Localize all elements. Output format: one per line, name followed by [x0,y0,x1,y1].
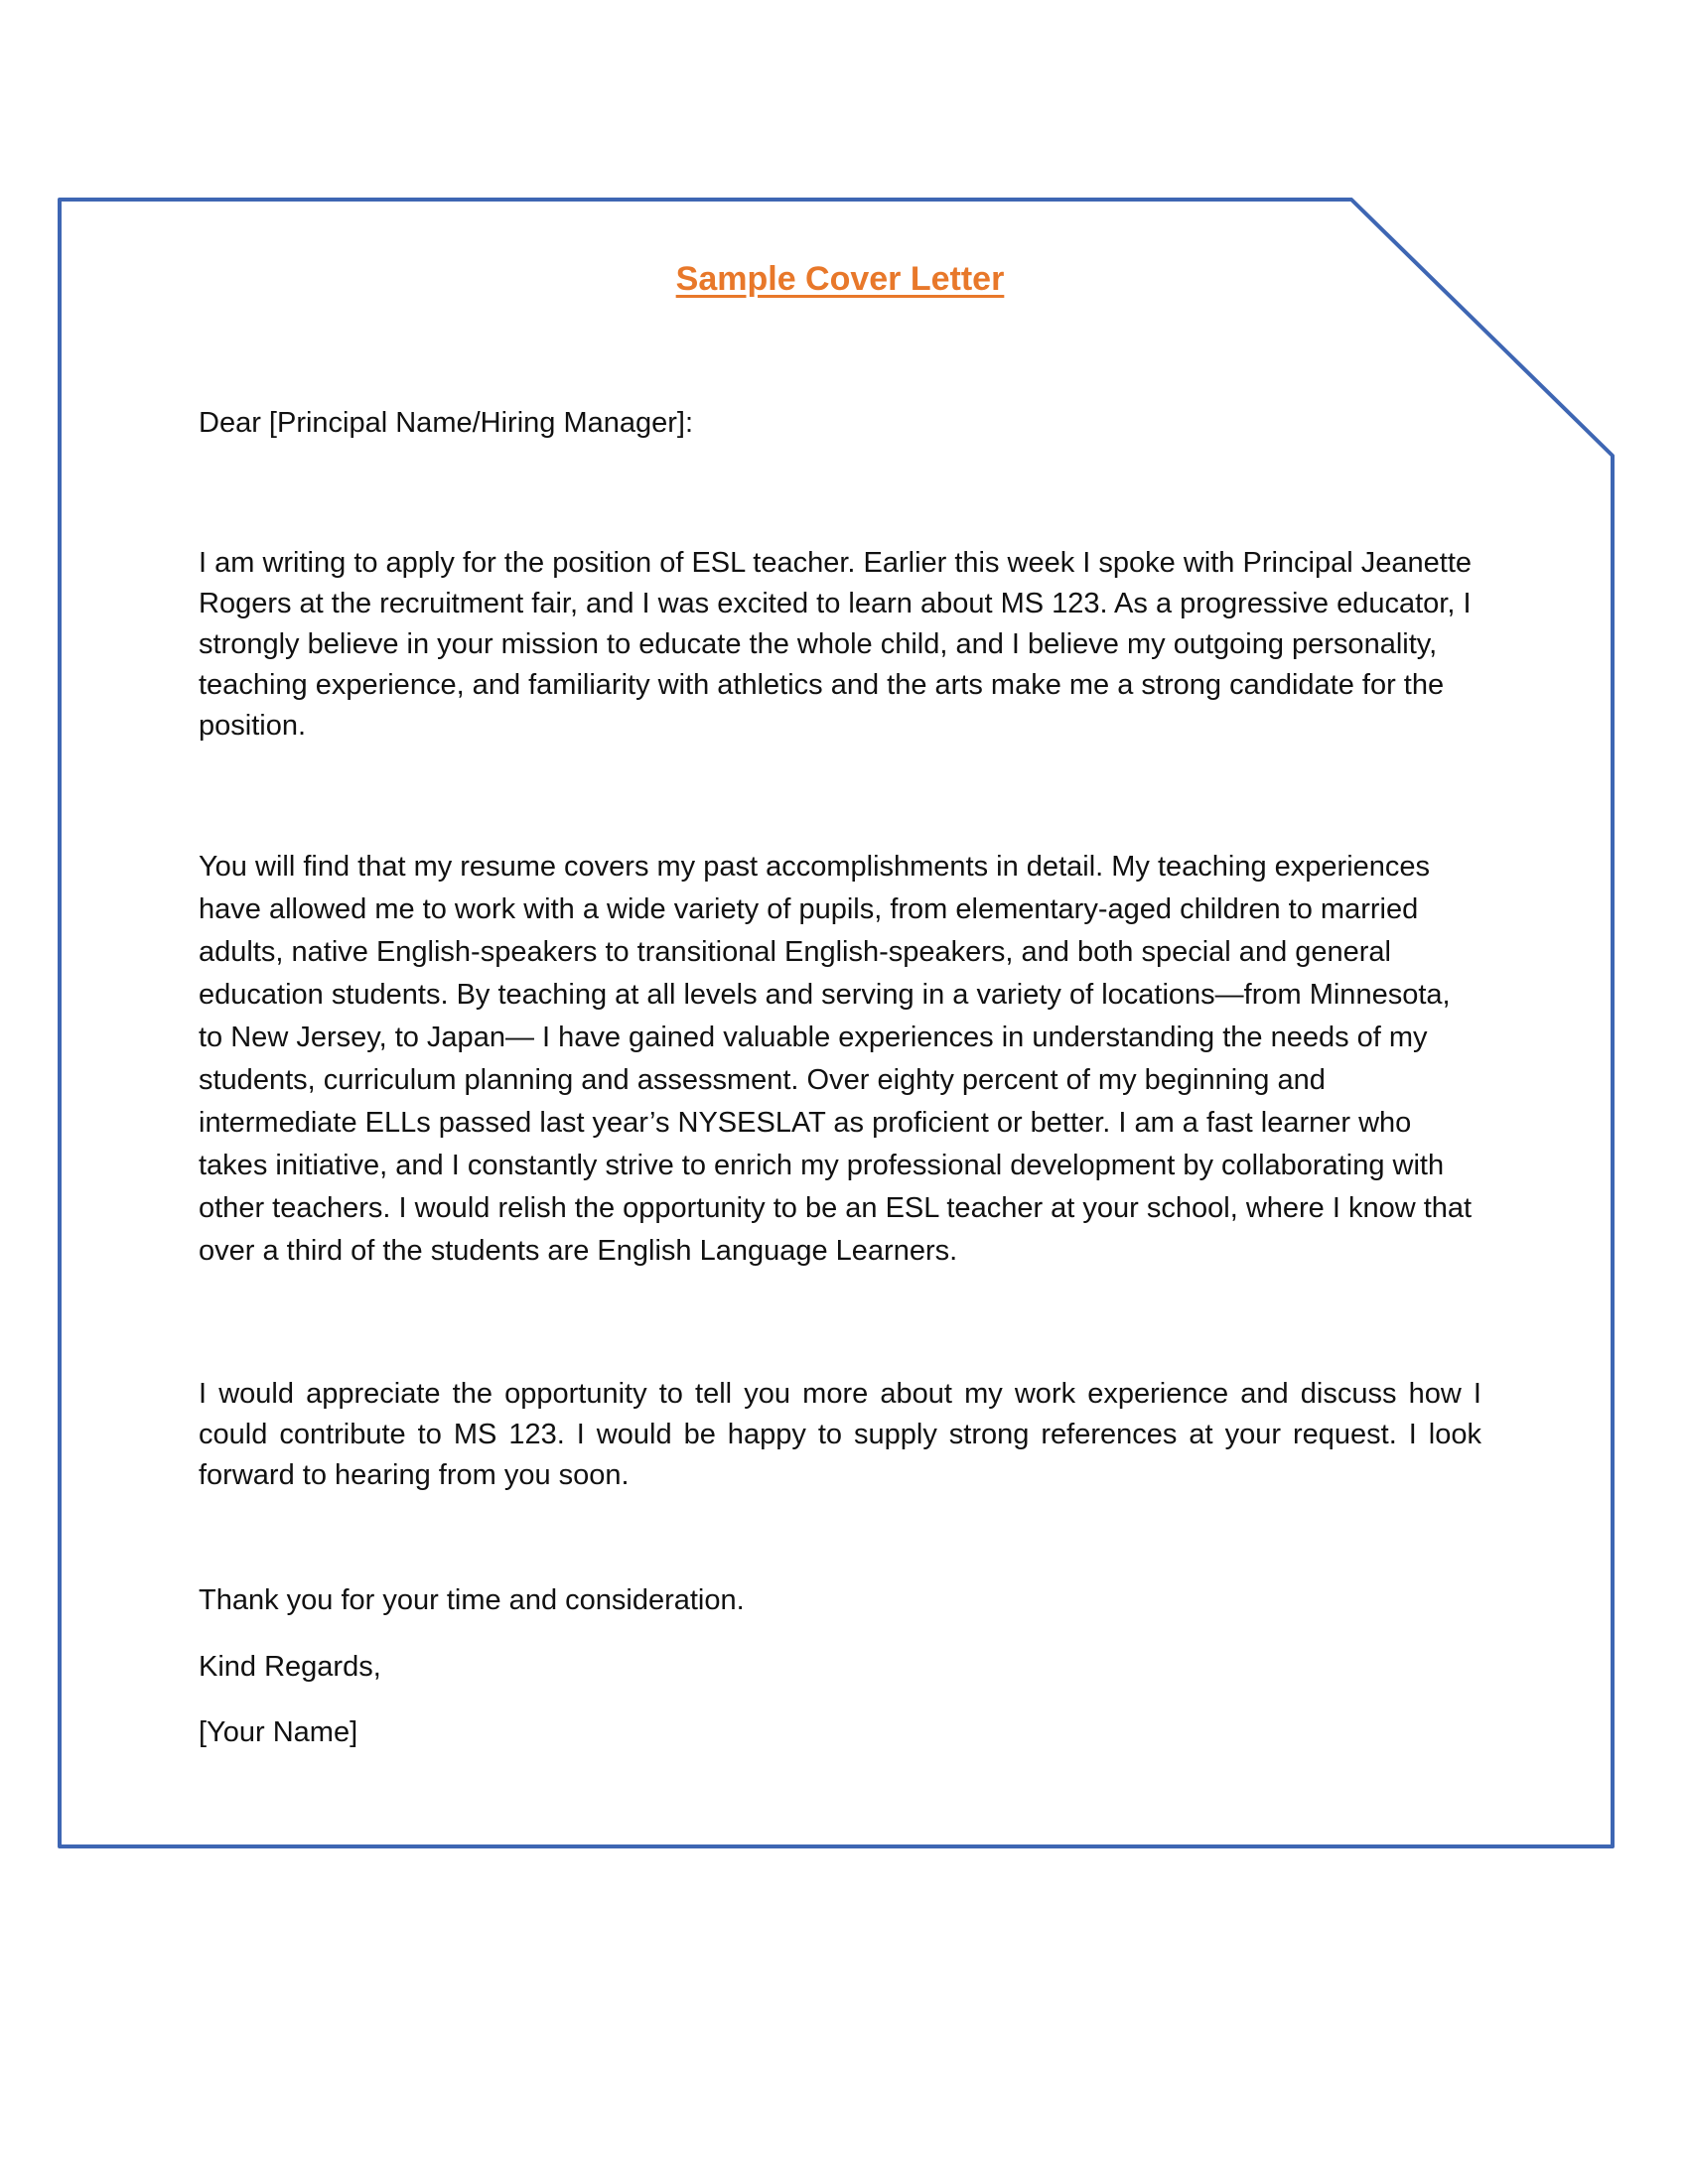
salutation: Dear [Principal Name/Hiring Manager]: [199,407,694,439]
letter-title: Sample Cover Letter [675,260,1005,298]
paragraph-experience: You will find that my resume covers my past accomplishments in detail. My teaching experiences have allowed me to work with a wide variety of pupils, from elementary-aged children to married adults, native English-speakers to transitional English-speakers, and both special and general education students. By teaching at all levels and serving in a variety of locations—from Minnesota, to New Jersey, to Japan— I have gained valuable experiences in understanding the needs of my students, curriculum planning and assessment. Over eighty percent of my beginning and intermediate ELLs passed last year’s NYSESLAT as proficient or better. I am a fast learner who takes initiative, and I constantly strive to enrich my professional development by collaborating with other teachers. I would relish the opportunity to be an ESL teacher at your school, where I know that over a third of the students are English Language Learners. [199,851,1473,1267]
closing-line: Kind Regards, [199,1651,381,1683]
thanks-line: Thank you for your time and consideration. [199,1584,745,1616]
paragraph-closing: I would appreciate the opportunity to tell you more about my work experience and discuss how I could contribute to MS 123. I would be happy to supply strong references at your request. I look forward to hearing from you soon. [199,1378,1481,1491]
signature-placeholder: [Your Name] [199,1716,358,1748]
paragraph-intro: I am writing to apply for the position of ESL teacher. Earlier this week I spoke with Principal Jeanette Rogers at the recruitment fair, and I was excited to learn about MS 123. As a progressive educator, I strongly believe in your mission to educate the whole child, and I believe my outgoing personality, teaching experience, and familiarity with athletics and the arts make me a strong candidate for the position. [199,547,1473,742]
